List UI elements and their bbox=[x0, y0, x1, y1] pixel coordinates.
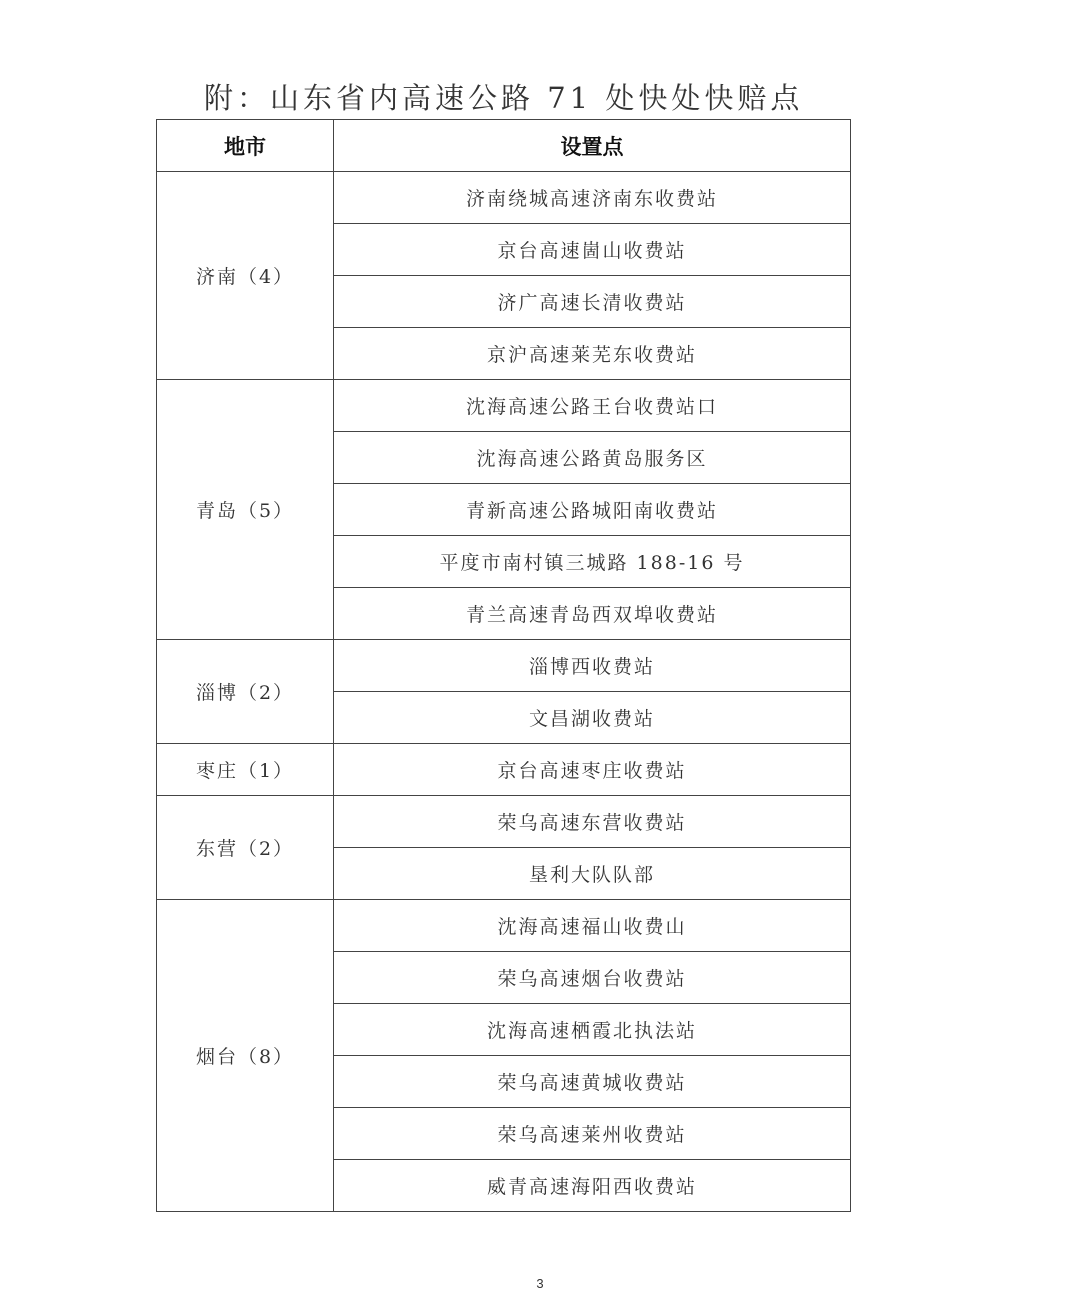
collection-points-table bbox=[156, 119, 851, 1212]
location-cell: 青兰高速青岛西双埠收费站 bbox=[334, 588, 851, 640]
location-cell: 文昌湖收费站 bbox=[334, 692, 851, 744]
table-row bbox=[157, 900, 851, 952]
city-cell: 济南（4） bbox=[157, 172, 334, 380]
table-row bbox=[157, 796, 851, 848]
location-cell: 济广高速长清收费站 bbox=[334, 276, 851, 328]
location-cell: 沈海高速公路王台收费站口 bbox=[334, 380, 851, 432]
location-cell: 荣乌高速莱州收费站 bbox=[334, 1108, 851, 1160]
page-number: 3 bbox=[536, 1276, 544, 1291]
document-title: 附：山东省内高速公路 71 处快处快赔点 bbox=[204, 81, 804, 115]
city-cell: 淄博（2） bbox=[157, 640, 334, 744]
table-row bbox=[157, 380, 851, 432]
location-cell: 沈海高速福山收费山 bbox=[334, 900, 851, 952]
location-cell: 荣乌高速东营收费站 bbox=[334, 796, 851, 848]
location-cell: 荣乌高速烟台收费站 bbox=[334, 952, 851, 1004]
city-cell: 枣庄（1） bbox=[157, 744, 334, 796]
header-city: 地市 bbox=[157, 120, 334, 172]
table-header-row bbox=[157, 120, 851, 172]
location-cell: 平度市南村镇三城路 188-16 号 bbox=[334, 536, 851, 588]
table-row bbox=[157, 640, 851, 692]
location-cell: 威青高速海阳西收费站 bbox=[334, 1160, 851, 1212]
location-cell: 沈海高速公路黄岛服务区 bbox=[334, 432, 851, 484]
location-cell: 京沪高速莱芜东收费站 bbox=[334, 328, 851, 380]
table-row bbox=[157, 744, 851, 796]
table-row bbox=[157, 172, 851, 224]
city-cell: 青岛（5） bbox=[157, 380, 334, 640]
location-cell: 沈海高速栖霞北执法站 bbox=[334, 1004, 851, 1056]
location-cell: 青新高速公路城阳南收费站 bbox=[334, 484, 851, 536]
location-cell: 荣乌高速黄城收费站 bbox=[334, 1056, 851, 1108]
location-cell: 垦利大队队部 bbox=[334, 848, 851, 900]
location-cell: 淄博西收费站 bbox=[334, 640, 851, 692]
location-cell: 济南绕城高速济南东收费站 bbox=[334, 172, 851, 224]
header-location: 设置点 bbox=[334, 120, 851, 172]
city-cell: 东营（2） bbox=[157, 796, 334, 900]
location-cell: 京台高速枣庄收费站 bbox=[334, 744, 851, 796]
city-cell: 烟台（8） bbox=[157, 900, 334, 1212]
location-cell: 京台高速崮山收费站 bbox=[334, 224, 851, 276]
